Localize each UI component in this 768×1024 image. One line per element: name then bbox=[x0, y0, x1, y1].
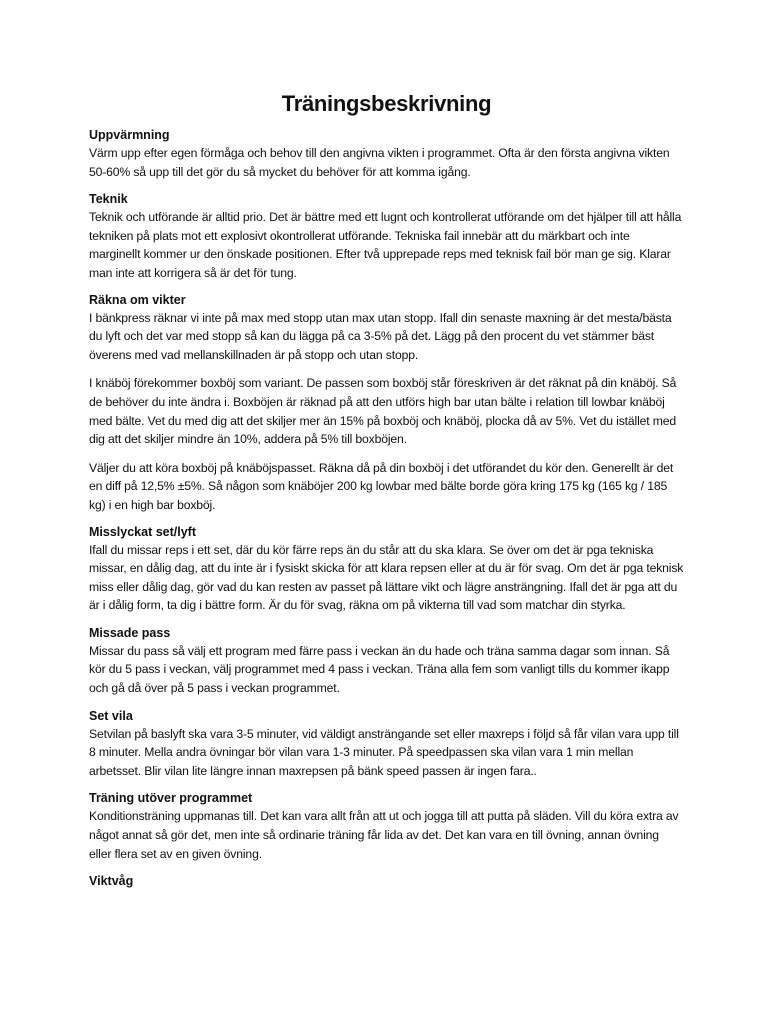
section-heading: Räkna om vikter bbox=[89, 292, 186, 307]
section-heading: Viktvåg bbox=[89, 874, 134, 889]
section-paragraph: I knäböj förekommer boxböj som variant. De passen som boxböj står föreskriven är det räknat på din knäböj. Så de behöver du inte ändra i. Boxböjen är räknad på att den utförs high bar utan bälte i relation till lowbar knäböj med bälte. Vet du med dig att det skiljer mer än 15% på boxböj och knäböj, plocka då av 5%. Vet du istället med dig att det skiljer mindre än 10%, addera på 5% till boxböjen. bbox=[89, 376, 677, 447]
section-heading: Teknik bbox=[89, 192, 128, 207]
section-paragraph: Teknik och utförande är alltid prio. Det är bättre med ett lugnt och kontrollerat utförande om det hjälper till att hålla tekniken på plats mot ett explosivt okontrollerat utförande. Tekniska fail innebär att du märkbart och inte marginellt kommer ur den önskade positionen. Efter två upprepade reps med teknisk fail bör man ge sig. Klarar man inte att korrigera så är det för tung. bbox=[89, 210, 682, 280]
section-paragraph: Värm upp efter egen förmåga och behov till den angivna vikten i programmet. Ofta är den första angivna vikten 50-60% så upp till det gör du så mycket du behöver för att komma igång. bbox=[89, 146, 670, 179]
document-title: Träningsbeskrivning bbox=[281, 91, 492, 116]
section-heading: Uppvärmning bbox=[89, 128, 170, 142]
section-paragraph: Ifall du missar reps i ett set, där du kör färre reps än du står att du ska klara. Se över om det är pga tekniska missar, en dålig dag, att du inte är i fysiskt skicka för att klara repsen eller at du är för svag. Om det är pga teknisk miss eller dålig dag, gör vad du kan resten av passet på lättare vikt och lägre ansträngning. Ifall det är pga att du är i dålig form, ta dig i bättre form. Är du för svag, räkna om på vikterna till vad som matchar din styrka. bbox=[89, 542, 684, 613]
section-viktvag bbox=[89, 872, 684, 890]
section-teknik bbox=[89, 190, 684, 282]
document-page bbox=[89, 88, 684, 890]
section-uppvarmning bbox=[89, 126, 684, 181]
section-heading: Set vila bbox=[89, 708, 133, 723]
section-traning-utover bbox=[89, 789, 684, 863]
section-paragraph: Väljer du att köra boxböj på knäböjspasset. Räkna då på din boxböj i det utförandet du kör den. Generellt är det en diff på 12,5% ±5%. Så någon som knäböjer 200 kg lowbar med bälte borde göra kring 175 kg (165 kg / 185 kg) i en high bar boxböj. bbox=[89, 460, 674, 512]
section-misslyckat-set bbox=[89, 523, 684, 615]
section-rakna-om-vikter bbox=[89, 291, 684, 515]
section-paragraph: Setvilan på baslyft ska vara 3-5 minuter, vid väldigt ansträngande set eller maxreps i följd så får vilan vara upp till 8 minuter. Mella andra övningar bör vilan vara 1-3 minuter. På speedpassen ska vilan vara 1 min mellan arbetsset. Blir vilan lite längre innan maxrepsen på bänk speed passen är ingen fara.. bbox=[89, 726, 679, 778]
section-set-vila bbox=[89, 707, 684, 781]
section-paragraph: I bänkpress räknar vi inte på max med stopp utan max utan stopp. Ifall din senaste maxning är det mesta/bästa du lyft och det var med stopp så kan du lägga på ca 3-5% på det. Lägg på den procent du vet stämmer bäst överens med vad mellanskillnaden är på stopp och utan stopp. bbox=[89, 310, 672, 362]
section-paragraph: Konditionsträning uppmanas till. Det kan vara allt från att ut och jogga till att putta på släden. Vill du köra extra av något annat så gör det, men inte så ordinarie träning får lida av det. Det kan vara en till övning, annan övning eller flera set av en given övning. bbox=[89, 809, 679, 861]
section-heading: Missade pass bbox=[89, 625, 171, 640]
section-missade-pass bbox=[89, 624, 684, 698]
section-heading: Träning utöver programmet bbox=[89, 791, 253, 806]
section-heading: Misslyckat set/lyft bbox=[89, 524, 196, 539]
section-paragraph: Missar du pass så välj ett program med färre pass i veckan än du hade och träna samma dagar som innan. Så kör du 5 pass i veckan, välj programmet med 4 pass i veckan. Träna alla fem som vanligt tills du kommer ikapp och gå då över på 5 pass i veckan programmet. bbox=[89, 643, 670, 696]
